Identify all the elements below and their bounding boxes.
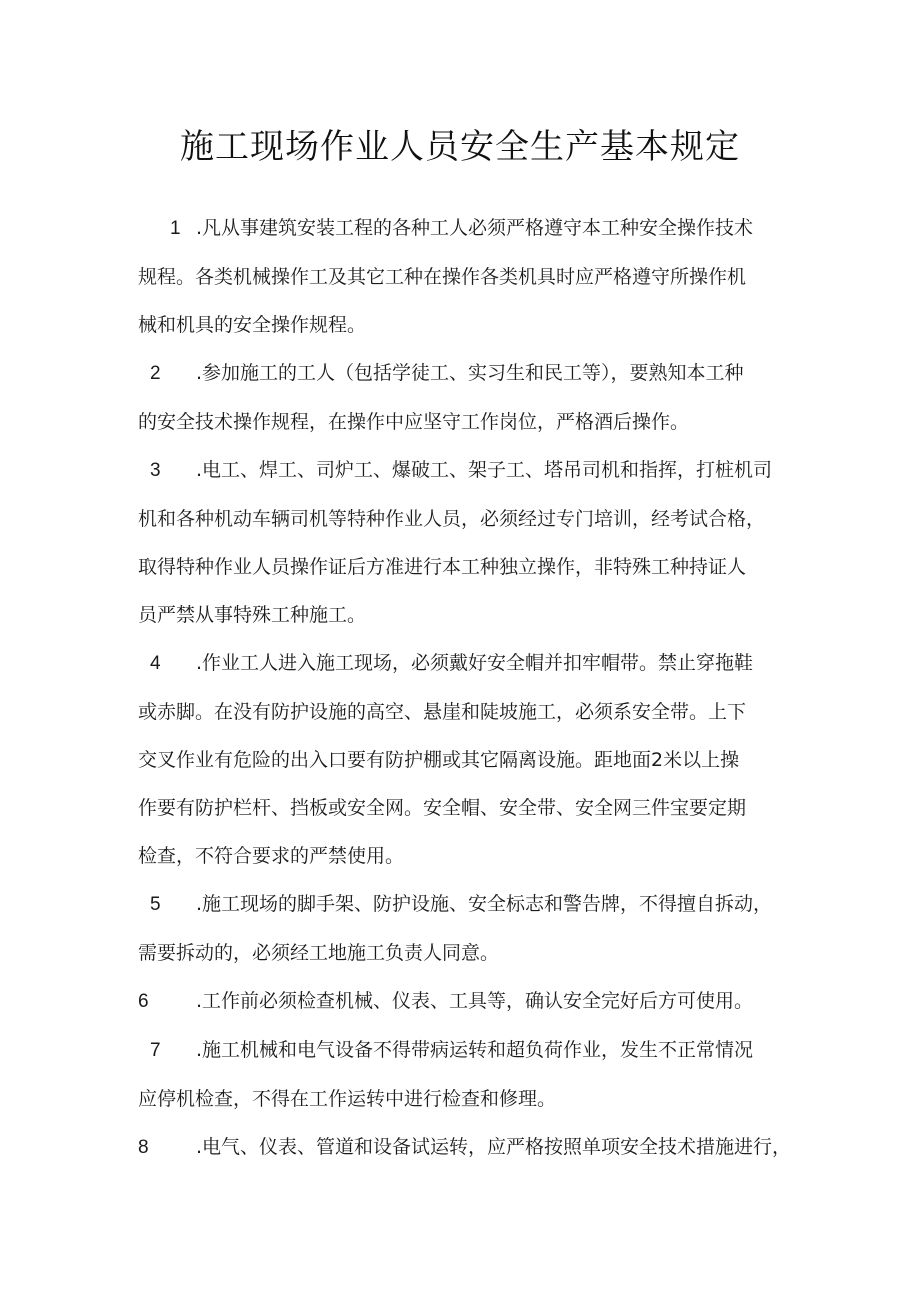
clause-line: [138, 639, 788, 688]
document-title: 施工现场作业人员安全生产基本规定: [180, 127, 740, 167]
clause-text: .工作前必须检查机械、仪表、工具等，确认安全完好后方可使用。: [196, 990, 754, 1012]
clause-number: 4: [150, 653, 161, 674]
clause-3: [138, 446, 788, 639]
clause-number: 8: [138, 1137, 149, 1158]
clause-number: 7: [150, 1040, 161, 1061]
clause-text: .凡从事建筑安装工程的各种工人必须严格遵守本工种安全操作技术: [196, 217, 754, 239]
clause-text: .电气、仪表、管道和设备试运转，应严格按照单项安全技术措施进行，: [196, 1136, 792, 1158]
clause-line: 作要有防护栏杆、挡板或安全网。安全帽、安全带、安全网三件宝要定期: [138, 797, 747, 819]
clause-line: 规程。各类机械操作工及其它工种在操作各类机具时应严格遵守所操作机: [138, 266, 747, 288]
clause-line: 检查，不符合要求的严禁使用。: [138, 845, 405, 867]
clause-number: 3: [150, 460, 161, 481]
clause-4: [138, 639, 788, 880]
clause-text: .电工、焊工、司炉工、爆破工、架子工、塔吊司机和指挥，打桩机司: [196, 459, 773, 481]
clause-line: [138, 446, 788, 495]
clause-line: 需要拆动的，必须经工地施工负责人同意。: [138, 942, 500, 964]
clause-6: [138, 977, 788, 1026]
clause-2: [138, 349, 788, 446]
clause-line: [138, 880, 788, 929]
clause-5: [138, 880, 788, 977]
clause-line: 取得特种作业人员操作证后方准进行本工种独立操作，非特殊工种持证人: [138, 556, 747, 578]
clause-line: 员严禁从事特殊工种施工。: [138, 604, 367, 626]
clause-line: [138, 1026, 788, 1075]
clause-number: 2: [150, 363, 161, 384]
clause-line: 的安全技术操作规程，在操作中应坚守工作岗位，严格酒后操作。: [138, 411, 690, 433]
clause-line: [138, 1123, 792, 1172]
clause-line: 应停机检查，不得在工作运转中进行检查和修理。: [138, 1088, 557, 1110]
clause-line: 交叉作业有危险的出入口要有防护棚或其它隔离设施。距地面2米以上操: [138, 749, 740, 771]
clause-line: 或赤脚。在没有防护设施的高空、悬崖和陡坡施工，必须系安全带。上下: [138, 701, 747, 723]
clause-line: [138, 977, 788, 1026]
clause-text: .作业工人进入施工现场，必须戴好安全帽并扣牢帽带。禁止穿拖鞋: [196, 652, 754, 674]
clause-7: [138, 1026, 788, 1123]
clause-1: [138, 204, 788, 349]
clause-line: 械和机具的安全操作规程。: [138, 314, 367, 336]
clause-text: .参加施工的工人（包括学徒工、实习生和民工等），要熟知本工种: [196, 362, 744, 384]
clause-number: 1: [170, 218, 181, 239]
clause-8: [138, 1123, 792, 1172]
clause-number: 6: [138, 991, 149, 1012]
clause-number: 5: [150, 894, 161, 915]
clause-line: [138, 349, 788, 398]
clause-text: .施工机械和电气设备不得带病运转和超负荷作业，发生不正常情况: [196, 1039, 754, 1061]
clause-text: .施工现场的脚手架、防护设施、安全标志和警告牌，不得擅自拆动，: [196, 893, 773, 915]
clause-line: [138, 204, 788, 253]
document-body: [138, 204, 792, 1172]
clause-line: 机和各种机动车辆司机等特种作业人员，必须经过专门培训，经考试合格，: [138, 508, 766, 530]
